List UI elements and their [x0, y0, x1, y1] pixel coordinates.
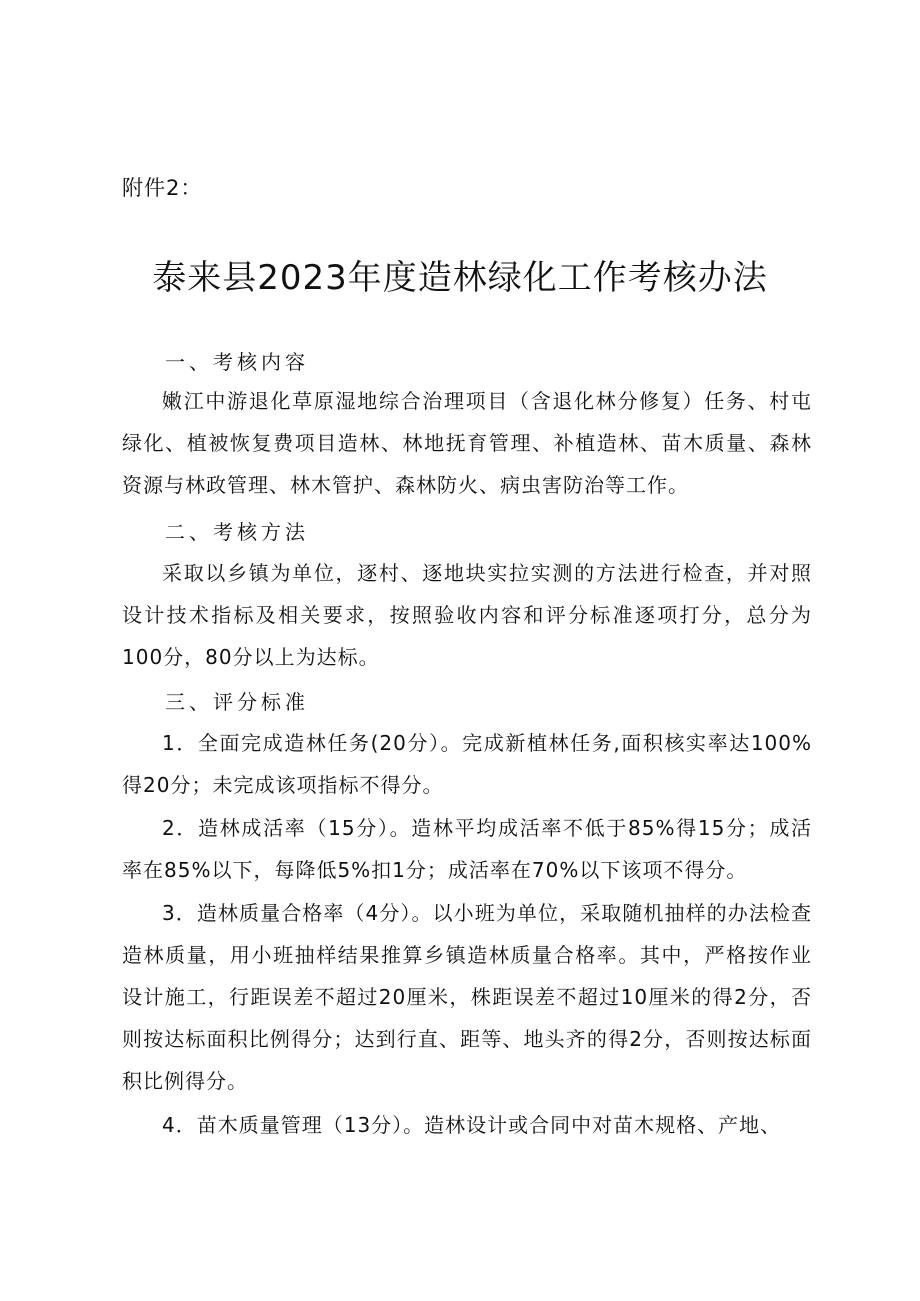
section-method-paragraph: 采取以乡镇为单位，逐村、逐地块实拉实测的方法进行检查，并对照设计技术指标及相关要求，按照验收内容和评分标准逐项打分，总分为100分，80分以上为达标。 [122, 561, 812, 669]
section-heading-criteria: 三、评分标准 [165, 690, 309, 714]
section-heading-method: 二、考核方法 [165, 520, 309, 544]
criteria-item-4: 4．苗木质量管理（13分）。造林设计或合同中对苗木规格、产地、 [162, 1113, 782, 1137]
attachment-label: 附件2： [122, 176, 203, 200]
criteria-item-3: 3．造林质量合格率（4分）。以小班为单位，采取随机抽样的办法检查造林质量，用小班抽样结果推算乡镇造林质量合格率。其中，严格按作业设计施工，行距误差不超过20厘米，株距误差不超过10厘米的得2分，否则按达标面积比例得分；达到行直、距等、地头齐的得2分，否则按达标面积比例得分。 [122, 901, 812, 1093]
section-heading-content: 一、考核内容 [165, 350, 309, 374]
criteria-item-2: 2．造林成活率（15分）。造林平均成活率不低于85%得15分；成活率在85%以下，每降低5%扣1分；成活率在70%以下该项不得分。 [122, 816, 812, 882]
section-content-paragraph: 嫩江中游退化草原湿地综合治理项目（含退化林分修复）任务、村屯绿化、植被恢复费项目造林、林地抚育管理、补植造林、苗木质量、森林资源与林政管理、林木管护、森林防火、病虫害防治等工作。 [122, 389, 812, 497]
document-title: 泰来县2023年度造林绿化工作考核办法 [152, 258, 768, 298]
criteria-item-1: 1．全面完成造林任务(20分）。完成新植林任务,面积核实率达100%得20分；未完成该项指标不得分。 [122, 731, 812, 797]
